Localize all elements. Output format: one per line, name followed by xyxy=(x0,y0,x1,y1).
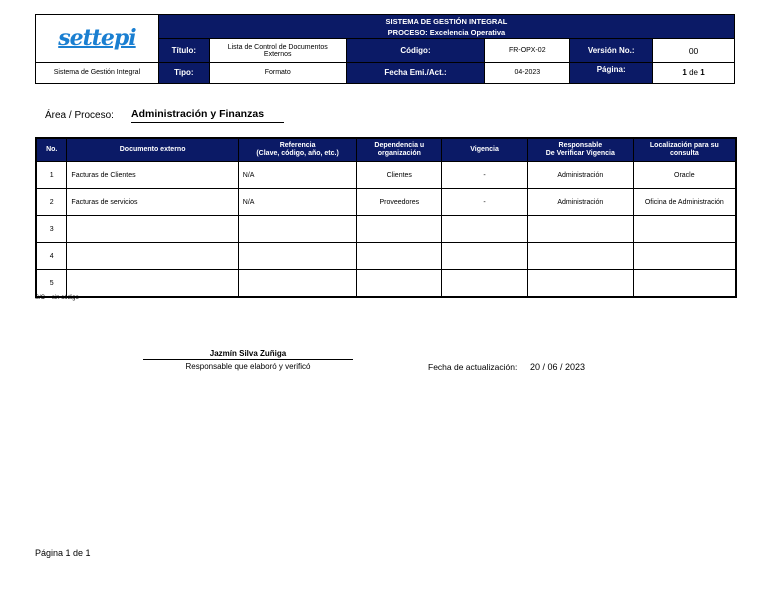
cell-referencia: N/A xyxy=(238,162,357,189)
version-value: 00 xyxy=(653,39,735,62)
cell-dependencia xyxy=(357,270,442,298)
header-referencia xyxy=(238,138,357,162)
cell-responsable: Administración xyxy=(527,162,633,189)
system-title: SISTEMA DE GESTIÓN INTEGRAL xyxy=(385,16,508,26)
cell-documento: Facturas de Clientes xyxy=(67,162,238,189)
cell-no: 5 xyxy=(36,270,67,298)
header-referencia-line2: (Clave, código, año, etc.) xyxy=(256,150,339,157)
signer-name: Jazmín Silva Zuñiga xyxy=(143,349,353,360)
header-dependencia-line1: Dependencia u xyxy=(374,142,425,149)
cell-vigencia: - xyxy=(442,162,528,189)
pagina-label: Página: xyxy=(570,62,653,83)
page-footer: Página 1 de 1 xyxy=(35,548,91,558)
cell-referencia: N/A xyxy=(238,189,357,216)
header-dependencia xyxy=(357,138,442,162)
header-dependencia-line2: organización xyxy=(377,150,421,157)
cell-documento xyxy=(67,216,238,243)
cell-localizacion xyxy=(633,216,736,243)
header-localizacion-line1: Localización para su xyxy=(649,142,719,149)
table-row xyxy=(36,243,736,270)
area-value: Administración y Finanzas xyxy=(131,108,284,123)
signer-role: Responsable que elaboró y verificó xyxy=(185,362,311,371)
pagina-de: de xyxy=(689,68,698,78)
cell-no: 4 xyxy=(36,243,67,270)
external-documents-table xyxy=(35,137,737,298)
cell-referencia xyxy=(238,216,357,243)
codigo-value: FR-OPX-02 xyxy=(485,39,570,62)
area-label: Área / Proceso: xyxy=(45,110,114,121)
cell-vigencia xyxy=(442,216,528,243)
tipo-label: Tipo: xyxy=(158,62,209,83)
document-header xyxy=(35,14,735,84)
header-responsable-line2: De Verificar Vigencia xyxy=(545,150,615,157)
table-row xyxy=(36,162,736,189)
cell-responsable xyxy=(527,216,633,243)
pagina-value xyxy=(653,62,735,83)
update-date-value: 20 / 06 / 2023 xyxy=(530,362,586,372)
cell-localizacion xyxy=(633,243,736,270)
cell-responsable xyxy=(527,270,633,298)
update-date-label: Fecha de actualización: xyxy=(428,362,518,372)
cell-vigencia xyxy=(442,270,528,298)
cell-responsable xyxy=(527,243,633,270)
cell-vigencia xyxy=(442,243,528,270)
cell-localizacion: Oficina de Administración xyxy=(633,189,736,216)
codigo-label: Código: xyxy=(346,39,485,62)
header-localizacion-line2: consulta xyxy=(669,150,699,157)
org-name: Sistema de Gestión Integral xyxy=(36,62,159,83)
cell-referencia xyxy=(238,270,357,298)
pagina-total: 1 xyxy=(700,68,705,78)
table-row xyxy=(36,270,736,298)
cell-no: 2 xyxy=(36,189,67,216)
header-localizacion xyxy=(633,138,736,162)
cell-responsable: Administración xyxy=(527,189,633,216)
cell-documento xyxy=(67,243,238,270)
cell-referencia xyxy=(238,243,357,270)
cell-localizacion: Oracle xyxy=(633,162,736,189)
titulo-label: Título: xyxy=(158,39,209,62)
pagina-num: 1 xyxy=(682,68,687,78)
cell-localizacion xyxy=(633,270,736,298)
cell-dependencia xyxy=(357,243,442,270)
table-row xyxy=(36,216,736,243)
fecha-value: 04-2023 xyxy=(485,62,570,83)
fecha-label: Fecha Emi./Act.: xyxy=(346,62,485,83)
company-logo: settepi xyxy=(58,25,136,52)
header-no: No. xyxy=(36,138,67,162)
header-responsable xyxy=(527,138,633,162)
table-row xyxy=(36,189,736,216)
titulo-value: Lista de Control de Documentos Externos xyxy=(209,39,346,62)
header-responsable-line1: Responsable xyxy=(558,142,603,149)
system-title-cell xyxy=(158,15,734,39)
table-header-row xyxy=(36,138,736,162)
process-title: PROCESO: Excelencia Operativa xyxy=(387,27,506,37)
cell-no: 3 xyxy=(36,216,67,243)
table-note: S/C = sin código xyxy=(35,295,79,301)
cell-no: 1 xyxy=(36,162,67,189)
version-label: Versión No.: xyxy=(570,39,653,62)
cell-documento: Facturas de servicios xyxy=(67,189,238,216)
cell-vigencia: - xyxy=(442,189,528,216)
cell-documento xyxy=(67,270,238,298)
header-vigencia: Vigencia xyxy=(442,138,528,162)
cell-dependencia: Clientes xyxy=(357,162,442,189)
logo-cell xyxy=(36,15,159,63)
cell-dependencia xyxy=(357,216,442,243)
header-documento: Documento externo xyxy=(67,138,238,162)
tipo-value: Formato xyxy=(209,62,346,83)
header-referencia-line1: Referencia xyxy=(279,142,316,149)
cell-dependencia: Proveedores xyxy=(357,189,442,216)
